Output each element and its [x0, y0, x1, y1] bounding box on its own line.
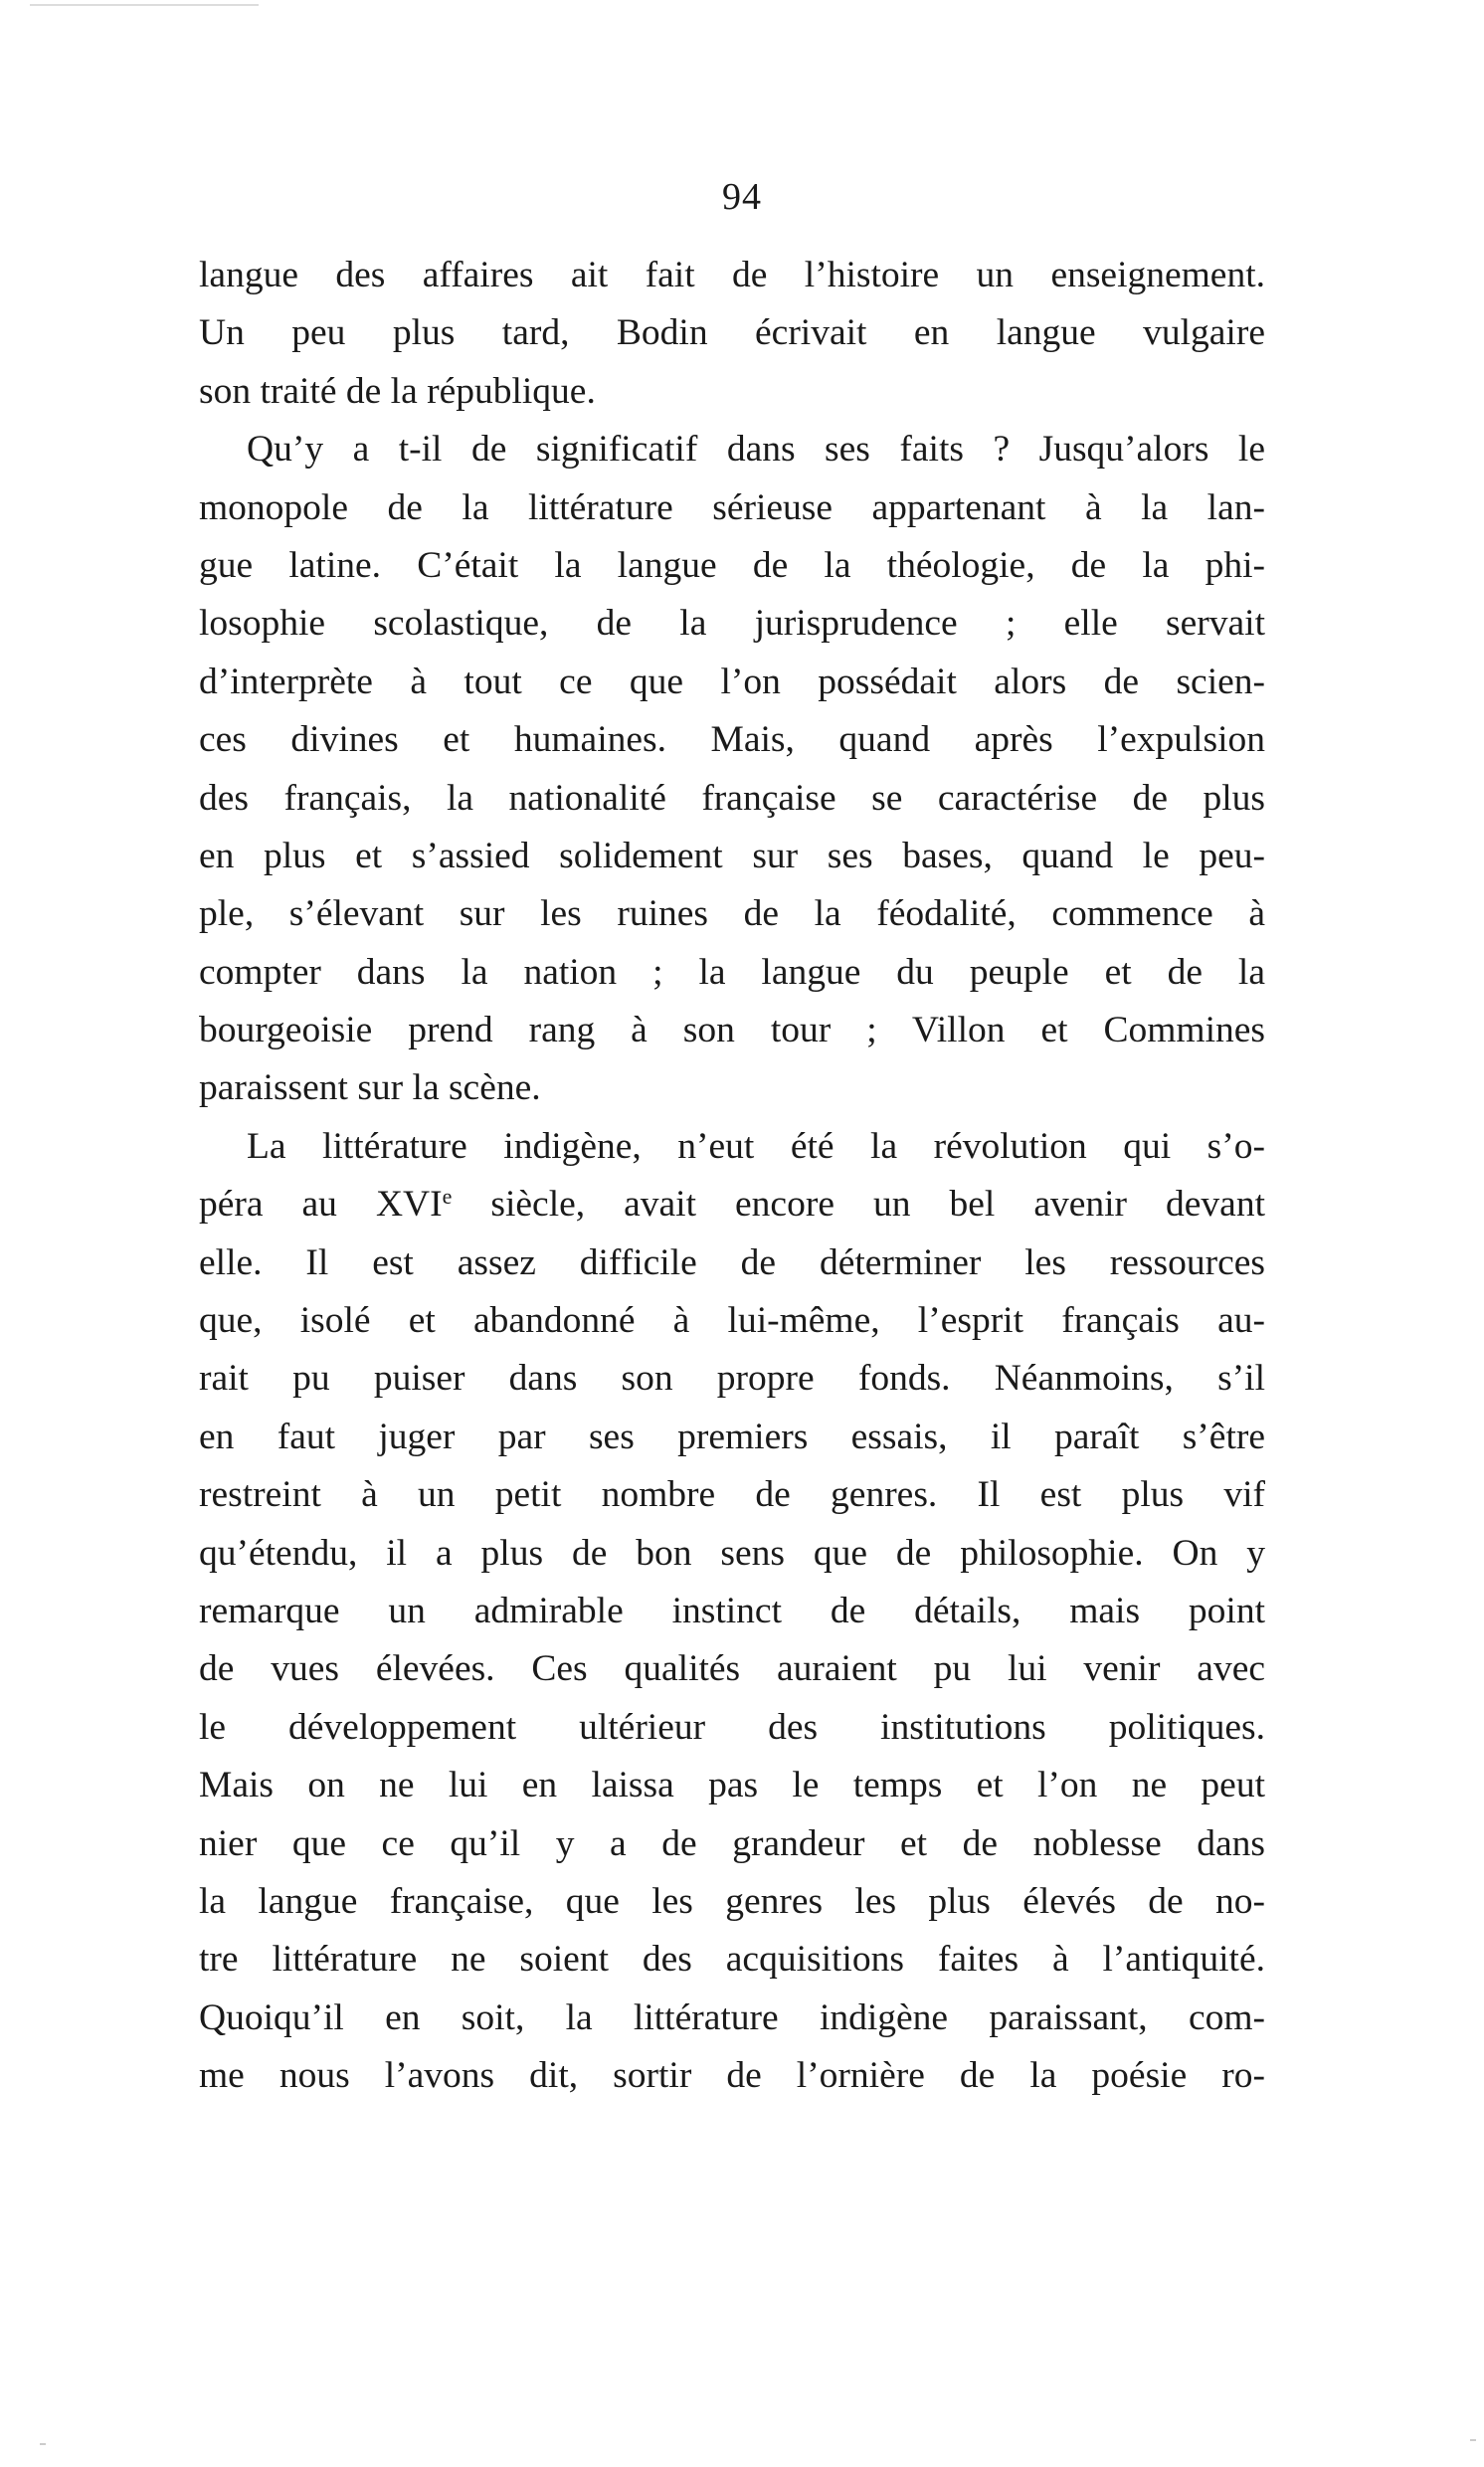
text-line: rait pu puiser dans son propre fonds. Néanmoins, s’il [199, 1358, 1265, 1400]
text-line: d’interprète à tout ce que l’on possédait alors de scien- [199, 661, 1265, 702]
text-line: que, isolé et abandonné à lui-même, l’esprit français au- [199, 1300, 1265, 1342]
text-line: bourgeoisie prend rang à son tour ; Villon et Commines [199, 1010, 1265, 1051]
text-line: compter dans la nation ; la langue du peuple et de la [199, 951, 1265, 993]
scan-edge-mark-top [30, 4, 259, 6]
text-line: gue latine. C’était la langue de la théologie, de la phi- [199, 544, 1265, 586]
text-line: son traité de la république. [199, 370, 596, 412]
text-line: La littérature indigène, n’eut été la révolution qui s’o- [247, 1125, 1265, 1167]
scan-edge-mark-bottom [40, 2443, 46, 2445]
text-line: elle. Il est assez difficile de déterminer les ressources [199, 1241, 1265, 1283]
text-line: qu’étendu, il a plus de bon sens que de philosophie. On y [199, 1532, 1265, 1574]
text-line: ple, s’élevant sur les ruines de la féodalité, commence à [199, 893, 1265, 935]
text-line-xvi [199, 1176, 1265, 1234]
text-line: le développement ultérieur des institutions politiques. [199, 1706, 1265, 1748]
text-line: Quoiqu’il en soit, la littérature indigène paraissant, com- [199, 1996, 1265, 2038]
text-line: losophie scolastique, de la jurisprudence ; elle servait [199, 603, 1265, 645]
text-line: me nous l’avons dit, sortir de l’ornière de la poésie ro- [199, 2055, 1265, 2097]
superscript-e: e [442, 1184, 453, 1210]
text-line: des français, la nationalité française se caractérise de plus [199, 777, 1265, 819]
text-line: ces divines et humaines. Mais, quand après l’expulsion [199, 719, 1265, 761]
text-line: remarque un admirable instinct de détails, mais point [199, 1590, 1265, 1631]
text-line: restreint à un petit nombre de genres. Il est plus vif [199, 1474, 1265, 1516]
text-line: Un peu plus tard, Bodin écrivait en langue vulgaire [199, 312, 1265, 354]
text-line: en faut juger par ses premiers essais, il paraît s’être [199, 1416, 1265, 1457]
text-line: Qu’y a t-il de significatif dans ses faits ? Jusqu’alors le [247, 429, 1265, 471]
scan-edge-mark-bottom-right [1470, 2439, 1476, 2441]
text-line: nier que ce qu’il y a de grandeur et de noblesse dans [199, 1822, 1265, 1864]
text-fragment: péra au XVI [199, 1184, 443, 1226]
text-line: de vues élevées. Ces qualités auraient pu lui venir avec [199, 1648, 1265, 1690]
text-line: paraissent sur la scène. [199, 1067, 541, 1109]
page-number: 94 [722, 176, 762, 218]
text-line: en plus et s’assied solidement sur ses bases, quand le peu- [199, 835, 1265, 876]
text-fragment: siècle, avait encore un bel avenir devant [452, 1184, 1265, 1226]
text-line: langue des affaires ait fait de l’histoire un enseignement. [199, 255, 1265, 295]
body-text [199, 247, 1265, 2106]
text-line: tre littérature ne soient des acquisitions faites à l’antiquité. [199, 1939, 1265, 1981]
text-line: monopole de la littérature sérieuse appartenant à la lan- [199, 486, 1265, 528]
text-line: Mais on ne lui en laissa pas le temps et l’on ne peut [199, 1765, 1265, 1806]
text-line: la langue française, que les genres les plus élevés de no- [199, 1880, 1265, 1922]
